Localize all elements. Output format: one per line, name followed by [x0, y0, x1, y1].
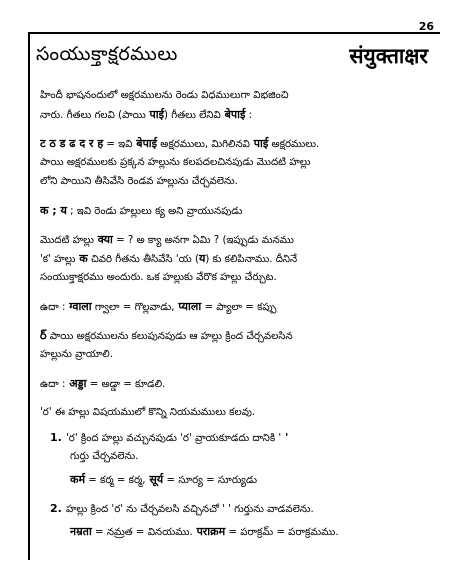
example1-text2: = ప్యాలా = కప్పు [201, 302, 277, 313]
example1-text1: గ్వాలా = గొల్లవాడు, [91, 302, 175, 313]
para4-line1-a: మొదటి హల్లు [40, 235, 94, 246]
para2-letters: ट ठ ड ढ द र ह [40, 137, 104, 150]
rule1-mark: ' [281, 431, 289, 444]
rule1-word2: सूर्य [145, 473, 164, 486]
document-body [40, 86, 440, 541]
para4-line1 [40, 230, 440, 249]
example1-word1: ग्वाला [65, 300, 92, 313]
page-number: 26 [418, 20, 434, 33]
para1-line2-a: నారు. గీతలు గలవి ( [40, 110, 123, 121]
para2-line1-a: = ఇవి [103, 139, 133, 150]
title-telugu: సంయుక్తాక్షరములు [36, 42, 178, 65]
title-row [36, 38, 436, 74]
para4-line2-c: ) కు కలిపినాము. దీనినే [205, 254, 298, 265]
para5-line2: హల్లును వ్రాయాలి. [40, 349, 113, 360]
example2-word1: अड्डा [65, 377, 87, 390]
rule2-word2: पराक्रम [192, 525, 226, 538]
rule1-line1-text: 'ర' క్రింద హల్లు వచ్చునపుడు 'ర' వ్రాయకూడదు దానికి ' [66, 433, 282, 444]
para1-line2-pai-hindi: पाई [145, 108, 165, 121]
para2-line1 [40, 134, 440, 153]
para1-line2-c: : [245, 110, 253, 121]
para3-text: ; ఇవి రెండు హల్లులు క్య అని వ్రాయునపుడు [66, 206, 243, 217]
example1-line [40, 297, 440, 316]
rule1-number: 1. [50, 431, 62, 444]
para4-kya: क्या [93, 233, 113, 246]
rule2-text1: = నమ్రత = వినయము. [91, 527, 193, 538]
para5-line1 [40, 326, 440, 345]
rule2-text2: = పరాక్రమ్ = పరాక్రమము. [225, 527, 339, 538]
rule2-word1: नम्रता [70, 525, 92, 538]
para4-ya: य [198, 252, 206, 265]
rule2-number: 2. [50, 502, 62, 515]
para1-line2-bepai: बेपाई [220, 108, 246, 121]
para4-line3: సంయుక్తాక్షరము అందురు. ఒక హల్లుకు వేరొక హల్లు చేర్చుట. [40, 272, 277, 283]
para2-pai: पाई [249, 137, 269, 150]
rule2-line1 [40, 499, 440, 518]
title-hindi: संयुक्ताक्षर [349, 44, 428, 68]
rule1-line2: గుర్తు చేర్చవలెను. [70, 451, 139, 462]
rule1-word1: कर्म [70, 473, 86, 486]
para1-line2-b: ) గీతలు లేనివి [164, 110, 221, 121]
para4-line1-b: = ? అ క్యా అనగా ఏమి ? (ఇప్పుడు మనము [112, 235, 294, 246]
para4-line2 [40, 249, 440, 268]
rule1-line1 [40, 428, 440, 447]
rule1-text1: = కర్మ = కర్మ, [85, 475, 146, 486]
para4-line2-b: చివరి గీతను తీసివేసి 'య ( [87, 254, 199, 265]
para6-line: 'ర' ఈ హల్లు విషయములో కొన్ని నియమములు కలవు. [40, 407, 256, 418]
rule1-example [40, 470, 440, 489]
example2-label: ఉదా : [40, 379, 66, 390]
rule2-line1-text: హల్లు క్రింద 'ర' ను చేర్చవలసి వచ్చినచో ' ' గుర్తును వాడవలెను. [66, 504, 314, 515]
para3-line [40, 201, 440, 220]
example2-text1: = అడ్డా = కూడలి. [86, 379, 166, 390]
para2-line1-c: అక్షరములు. [268, 139, 320, 150]
para1-line2 [40, 105, 440, 124]
para5-line1-text: పాయి అక్షరములను కలుపునపుడు ఆ హల్లు క్రింద చేర్చవలసిన [46, 331, 293, 342]
para4-ka: क [75, 252, 88, 265]
example1-word2: प्याला [174, 300, 202, 313]
para3-letters: क ; य [40, 204, 67, 217]
para2-line1-b: అక్షరములు, మిగిలినవి [157, 139, 250, 150]
para2-bepai: बेपाई [132, 137, 158, 150]
rule2-example [40, 522, 440, 541]
para2-line2: పాయి అక్షరములకు ప్రక్కన హల్లును కలపదలచినపుడు మొదటి హల్లు [40, 157, 311, 168]
para5-mark: ర్ [40, 329, 47, 342]
para2-line3: లోని పాయిని తీసివేసి రెండవ హల్లును చేర్చవలెను. [40, 176, 238, 187]
para1-line1: హిందీ భాషనందులో అక్షరములను రెండు విధములుగా విభజించి [40, 90, 289, 101]
para1-line2-pai-telugu: పాయి [122, 110, 146, 121]
example1-label: ఉదా : [40, 302, 66, 313]
para4-line2-a: 'క' హల్లు [40, 254, 76, 265]
example2-line [40, 374, 440, 393]
rule1-text2: = సూర్య = సూర్యుడు [163, 475, 258, 486]
